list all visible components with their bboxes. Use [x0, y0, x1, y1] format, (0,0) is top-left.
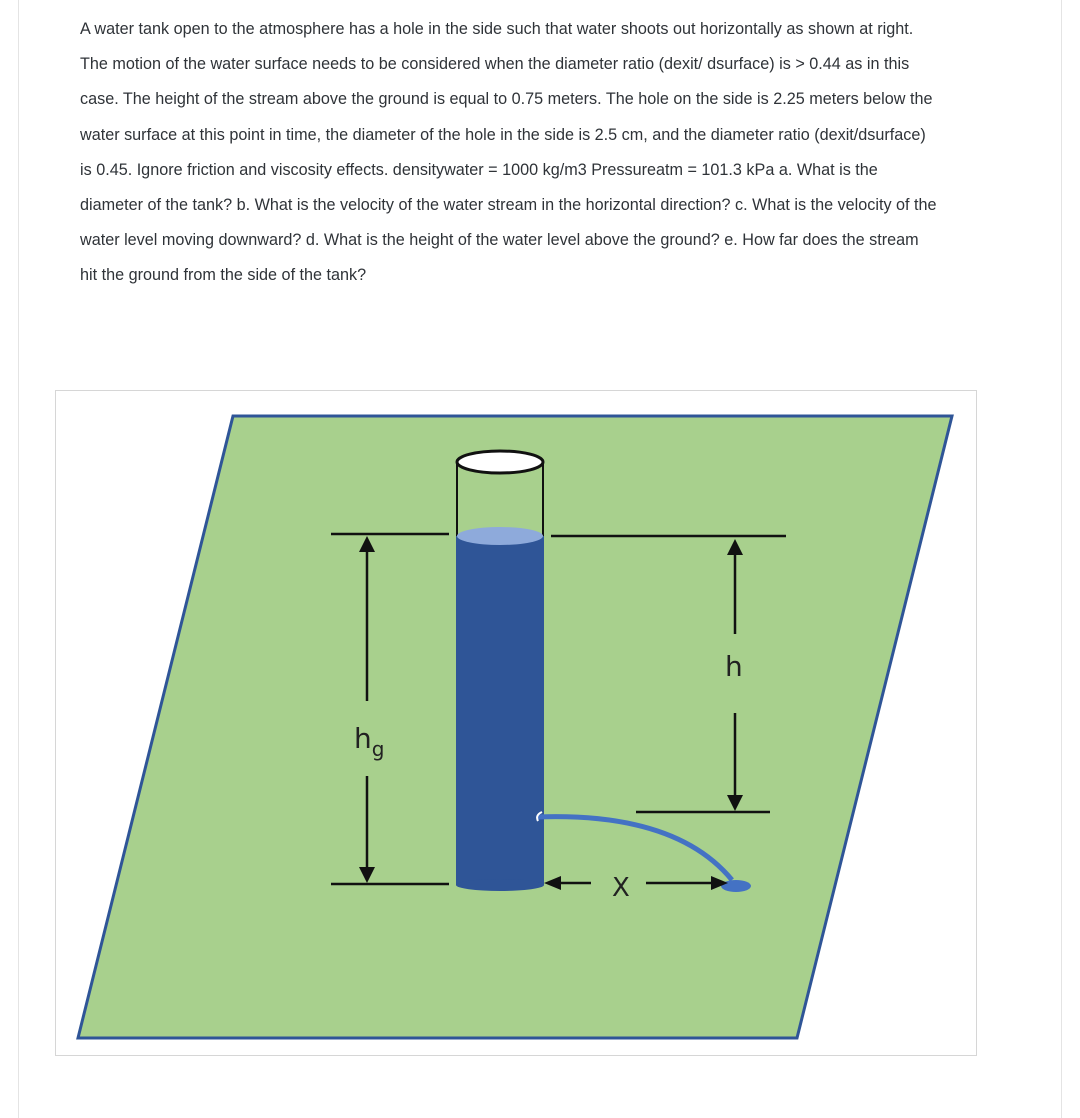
- problem-statement: A water tank open to the atmosphere has a hole in the side such that water shoots out horizontally as shown at right. The motion of the water surface needs to be considered when the diameter ratio (dexit/ dsurface) is > 0.44 as in this case. The height of the stream above the ground is equal to 0.75 meters. The hole on the side is 2.25 meters below the water surface at this point in time, the diameter of the hole in the side is 2.5 cm, and the diameter ratio (dexit/dsurface) is 0.45. Ignore friction and viscosity effects. densitywater = 1000 kg/m3 Pressureatm = 101.3 kPa a. What is the diameter of the tank? b. What is the velocity of the water stream in the horizontal direction? c. What is the velocity of the water level moving downward? d. What is the height of the water level above the ground? e. How far does the stream hit the ground from the side of the tank?: [80, 20, 937, 285]
- tank-top-rim: [457, 451, 543, 473]
- splash-puddle: [721, 880, 751, 892]
- frame-gap: [428, 391, 623, 394]
- hg-label-main: h: [354, 722, 372, 755]
- x-label: X: [612, 873, 630, 903]
- tank-figure: [55, 390, 977, 1056]
- water-column-bottom: [456, 879, 544, 891]
- hg-label-sub: g: [371, 737, 385, 761]
- h-label: h: [725, 650, 743, 683]
- water-surface: [457, 527, 543, 545]
- water-column: [456, 536, 544, 885]
- tank-diagram: [56, 391, 978, 1057]
